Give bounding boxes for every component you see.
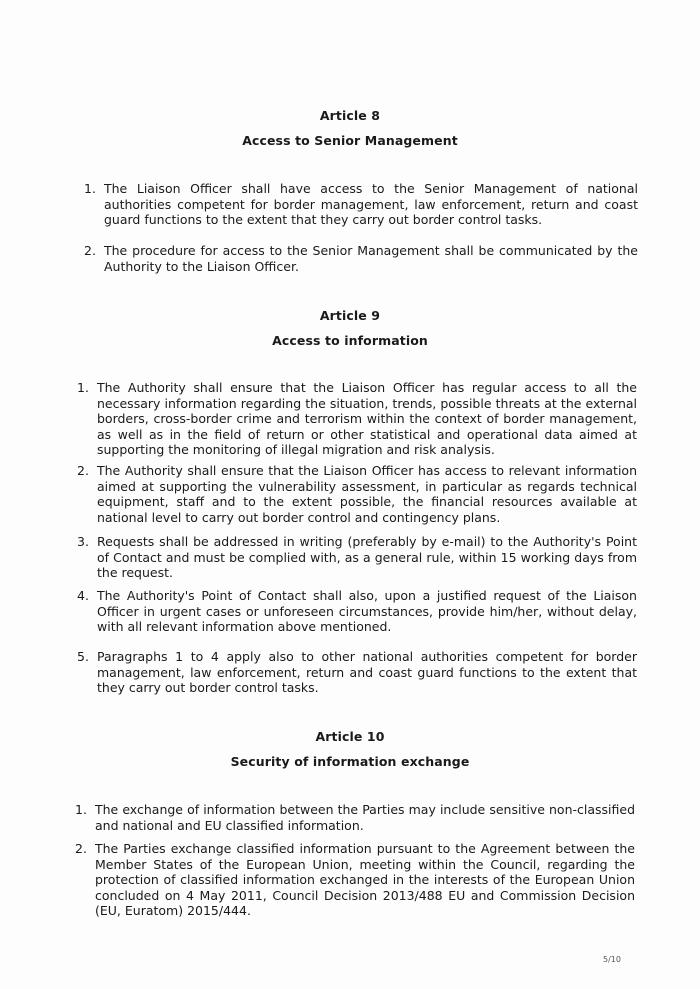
article-10-item-2: [75, 841, 635, 919]
article-8-heading: Article 8: [319, 108, 381, 123]
item-number: 1.: [75, 802, 87, 817]
item-number: 4.: [77, 588, 89, 603]
article-8-subheading: Access to Senior Management: [242, 133, 458, 148]
item-number: 1.: [84, 181, 96, 196]
article-10-subheading: Security of information exchange: [230, 754, 470, 769]
item-text: Paragraphs 1 to 4 apply also to other national authorities competent for border management, law enforcement, return and coast guard functions to the extent that they carry out border control tasks.: [97, 649, 637, 695]
item-text: The procedure for access to the Senior Management shall be communicated by the Authority to the Liaison Officer.: [104, 243, 638, 274]
article-9-item-4: [77, 588, 637, 635]
page-number: 5/10: [603, 955, 621, 964]
article-10-item-1: [75, 802, 635, 833]
item-number: 2.: [75, 841, 87, 856]
article-9-subheading: Access to information: [272, 333, 428, 348]
item-number: 5.: [77, 649, 89, 664]
article-9-item-5: [77, 649, 637, 696]
item-text: The Authority shall ensure that the Liaison Officer has access to relevant information aimed at supporting the vulnerability assessment, in particular as regards technical equipment, staff and to the extent possible, the financial resources available at national level to carry out border control and contingency plans.: [97, 463, 637, 525]
article-9-item-1: [77, 380, 637, 458]
item-number: 2.: [77, 463, 89, 478]
article-9-item-3: [77, 534, 637, 581]
item-number: 2.: [84, 243, 96, 258]
item-number: 3.: [77, 534, 89, 549]
article-8-item-2: [84, 243, 638, 274]
item-text: Requests shall be addressed in writing (preferably by e-mail) to the Authority's Point of Contact and must be complied with, as a general rule, within 15 working days from the request.: [97, 534, 637, 580]
item-number: 1.: [77, 380, 89, 395]
article-10-heading: Article 10: [315, 729, 385, 744]
item-text: The Authority shall ensure that the Liaison Officer has regular access to all the necessary information regarding the situation, trends, possible threats at the external borders, cross-border crime and terrorism within the context of border management, as well as in the field of return or other statistical and operational data aimed at supporting the monitoring of illegal migration and risk analysis.: [97, 380, 637, 457]
article-8-item-1: [84, 181, 638, 228]
item-text: The Authority's Point of Contact shall also, upon a justified request of the Liaison Officer in urgent cases or unforeseen circumstances, provide him/her, without delay, with all relevant information above mentioned.: [97, 588, 637, 634]
article-9-item-2: [77, 463, 637, 525]
item-text: The Liaison Officer shall have access to the Senior Management of national authorities competent for border management, law enforcement, return and coast guard functions to the extent that they carry out border control tasks.: [104, 181, 638, 227]
item-text: The exchange of information between the Parties may include sensitive non-classified and national and EU classified information.: [95, 802, 635, 833]
item-text: The Parties exchange classified information pursuant to the Agreement between the Member States of the European Union, meeting within the Council, regarding the protection of classified information exchanged in the interests of the European Union concluded on 4 May 2011, Council Decision 2013/488 EU and Commission Decision (EU, Euratom) 2015/444.: [95, 841, 635, 918]
article-9-heading: Article 9: [319, 308, 381, 323]
